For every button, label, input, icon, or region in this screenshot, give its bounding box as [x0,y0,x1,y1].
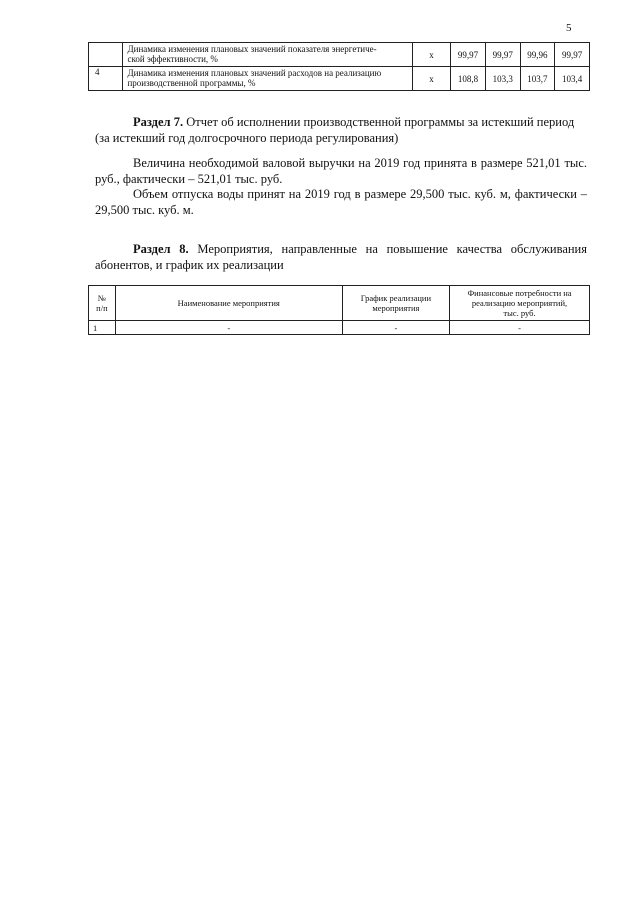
row-value-2: 103,3 [485,67,520,91]
header-name: Наименование мероприятия [115,286,342,321]
section8-label: Раздел 8. [133,242,189,256]
row-description [123,43,412,67]
cell-number: 1 [89,321,116,335]
table-row [89,67,590,91]
header-schedule-line2: мероприятия [372,303,420,313]
row-number [89,43,123,67]
measures-table [88,285,590,335]
table-row [89,321,590,335]
header-number-line2: п/п [96,303,108,313]
row-value-4: 99,97 [555,43,590,67]
header-number-line1: № [97,293,106,303]
row-value-3: 99,96 [520,43,555,67]
header-schedule-line1: График реализации [360,293,432,303]
table-row [89,43,590,67]
cell-name: - [115,321,342,335]
header-number [89,286,116,321]
header-finance-line1: Финансовые потребности на [467,288,572,298]
section7-revenue-paragraph: Величина необходимой валовой выручки на 2019 год принята в размере 521,01 тыс. руб., фактически – 521,01 тыс. руб. [95,156,587,186]
cell-finance: - [450,321,590,335]
row-x: x [412,43,450,67]
row-x: x [412,67,450,91]
section7-heading [95,114,587,146]
cell-schedule: - [342,321,449,335]
header-schedule [342,286,449,321]
header-finance-line3: тыс. руб. [503,308,536,318]
header-finance [450,286,590,321]
row-value-4: 103,4 [555,67,590,91]
row-description [123,67,412,91]
section7-label: Раздел 7. [133,115,184,129]
indicators-table [88,42,590,91]
section7-volume-paragraph: Объем отпуска воды принят на 2019 год в размере 29,500 тыс. куб. м, фактически – 29,500 тыс. куб. м. [95,187,587,217]
row-value-3: 103,7 [520,67,555,91]
row-value-1: 99,97 [451,43,486,67]
row-value-2: 99,97 [485,43,520,67]
row-value-1: 108,8 [451,67,486,91]
row-description-line1: Динамика изменения плановых значений показателя энергетиче- [127,44,377,54]
section7-title: Отчет об исполнении производственной программы за истекший период [183,115,575,129]
section8-title: Мероприятия, направленные на повышение качества обслуживания абонентов, и график их реализации [95,242,587,272]
table-header-row [89,286,590,321]
row-description-line1: Динамика изменения плановых значений расходов на реализацию [127,68,382,78]
page-number: 5 [566,22,572,34]
row-description-line2: ской эффективности, % [127,54,218,64]
header-finance-line2: реализацию мероприятий, [471,298,568,308]
section7-title-line2: (за истекший год долгосрочного периода регулирования) [95,131,399,145]
section8-heading [95,241,587,273]
row-number: 4 [89,67,123,91]
row-description-line2: производственной программы, % [127,78,256,88]
